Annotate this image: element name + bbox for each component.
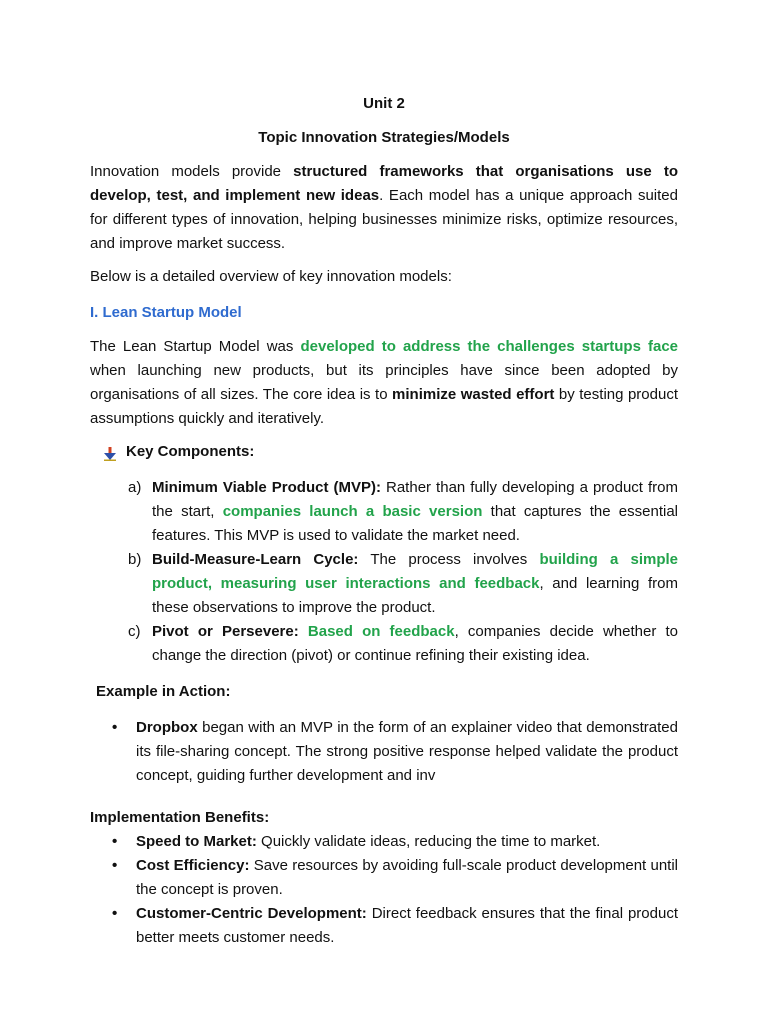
list-item: b) Build-Measure-Learn Cycle: The process involves building a simple product, measuring user interactions and feedback, and learning from these observations to improve the product. (128, 551, 679, 616)
intro-paragraph: Innovation models provide structured frameworks that organisations use to develop, test, and implement new ideas. Each model has a unique approach suited for different types of innovation, helping businesses minimize risks, optimize resources, and improve market success. (90, 163, 678, 252)
components-list (90, 476, 678, 668)
list-item: • Dropbox began with an MVP in the form of an explainer video that demonstrated its file-sharing concept. The strong positive response helped validate the product concept, guiding further development and inv (112, 719, 678, 784)
list-item: • Cost Efficiency: Save resources by avoiding full-scale product development until the concept is proven. (112, 857, 679, 898)
lean-startup-paragraph: The Lean Startup Model was developed to address the challenges startups face when launching new products, but its principles have since been adopted by organisations of all sizes. The core idea is to minimize wasted effort by testing product assumptions quickly and iteratively. (90, 338, 678, 427)
section-heading: I. Lean Startup Model (90, 304, 242, 321)
topic-title: Topic Innovation Strategies/Models (258, 129, 510, 146)
list-item: a) Minimum Viable Product (MVP): Rather than fully developing a product from the start, companies launch a basic version that captures the essential features. This MVP is used to validate the market need. (128, 479, 678, 544)
example-heading: Example in Action: (96, 683, 231, 700)
benefits-list (90, 830, 678, 950)
implementation-heading: Implementation Benefits: (90, 809, 270, 826)
overview-paragraph: Below is a detailed overview of key innovation models: (90, 268, 452, 285)
list-item: • Customer-Centric Development: Direct feedback ensures that the final product better meets customer needs. (112, 905, 678, 946)
arrow-down-bullet-icon (104, 445, 116, 459)
list-item: c) Pivot or Persevere: Based on feedback, companies decide whether to change the direction (pivot) or continue refining their existing idea. (128, 623, 679, 664)
list-item: • Speed to Market: Quickly validate ideas, reducing the time to market. (112, 833, 601, 850)
unit-title: Unit 2 (363, 95, 405, 112)
example-list (90, 716, 678, 788)
key-components-heading: Key Components: (104, 440, 678, 464)
